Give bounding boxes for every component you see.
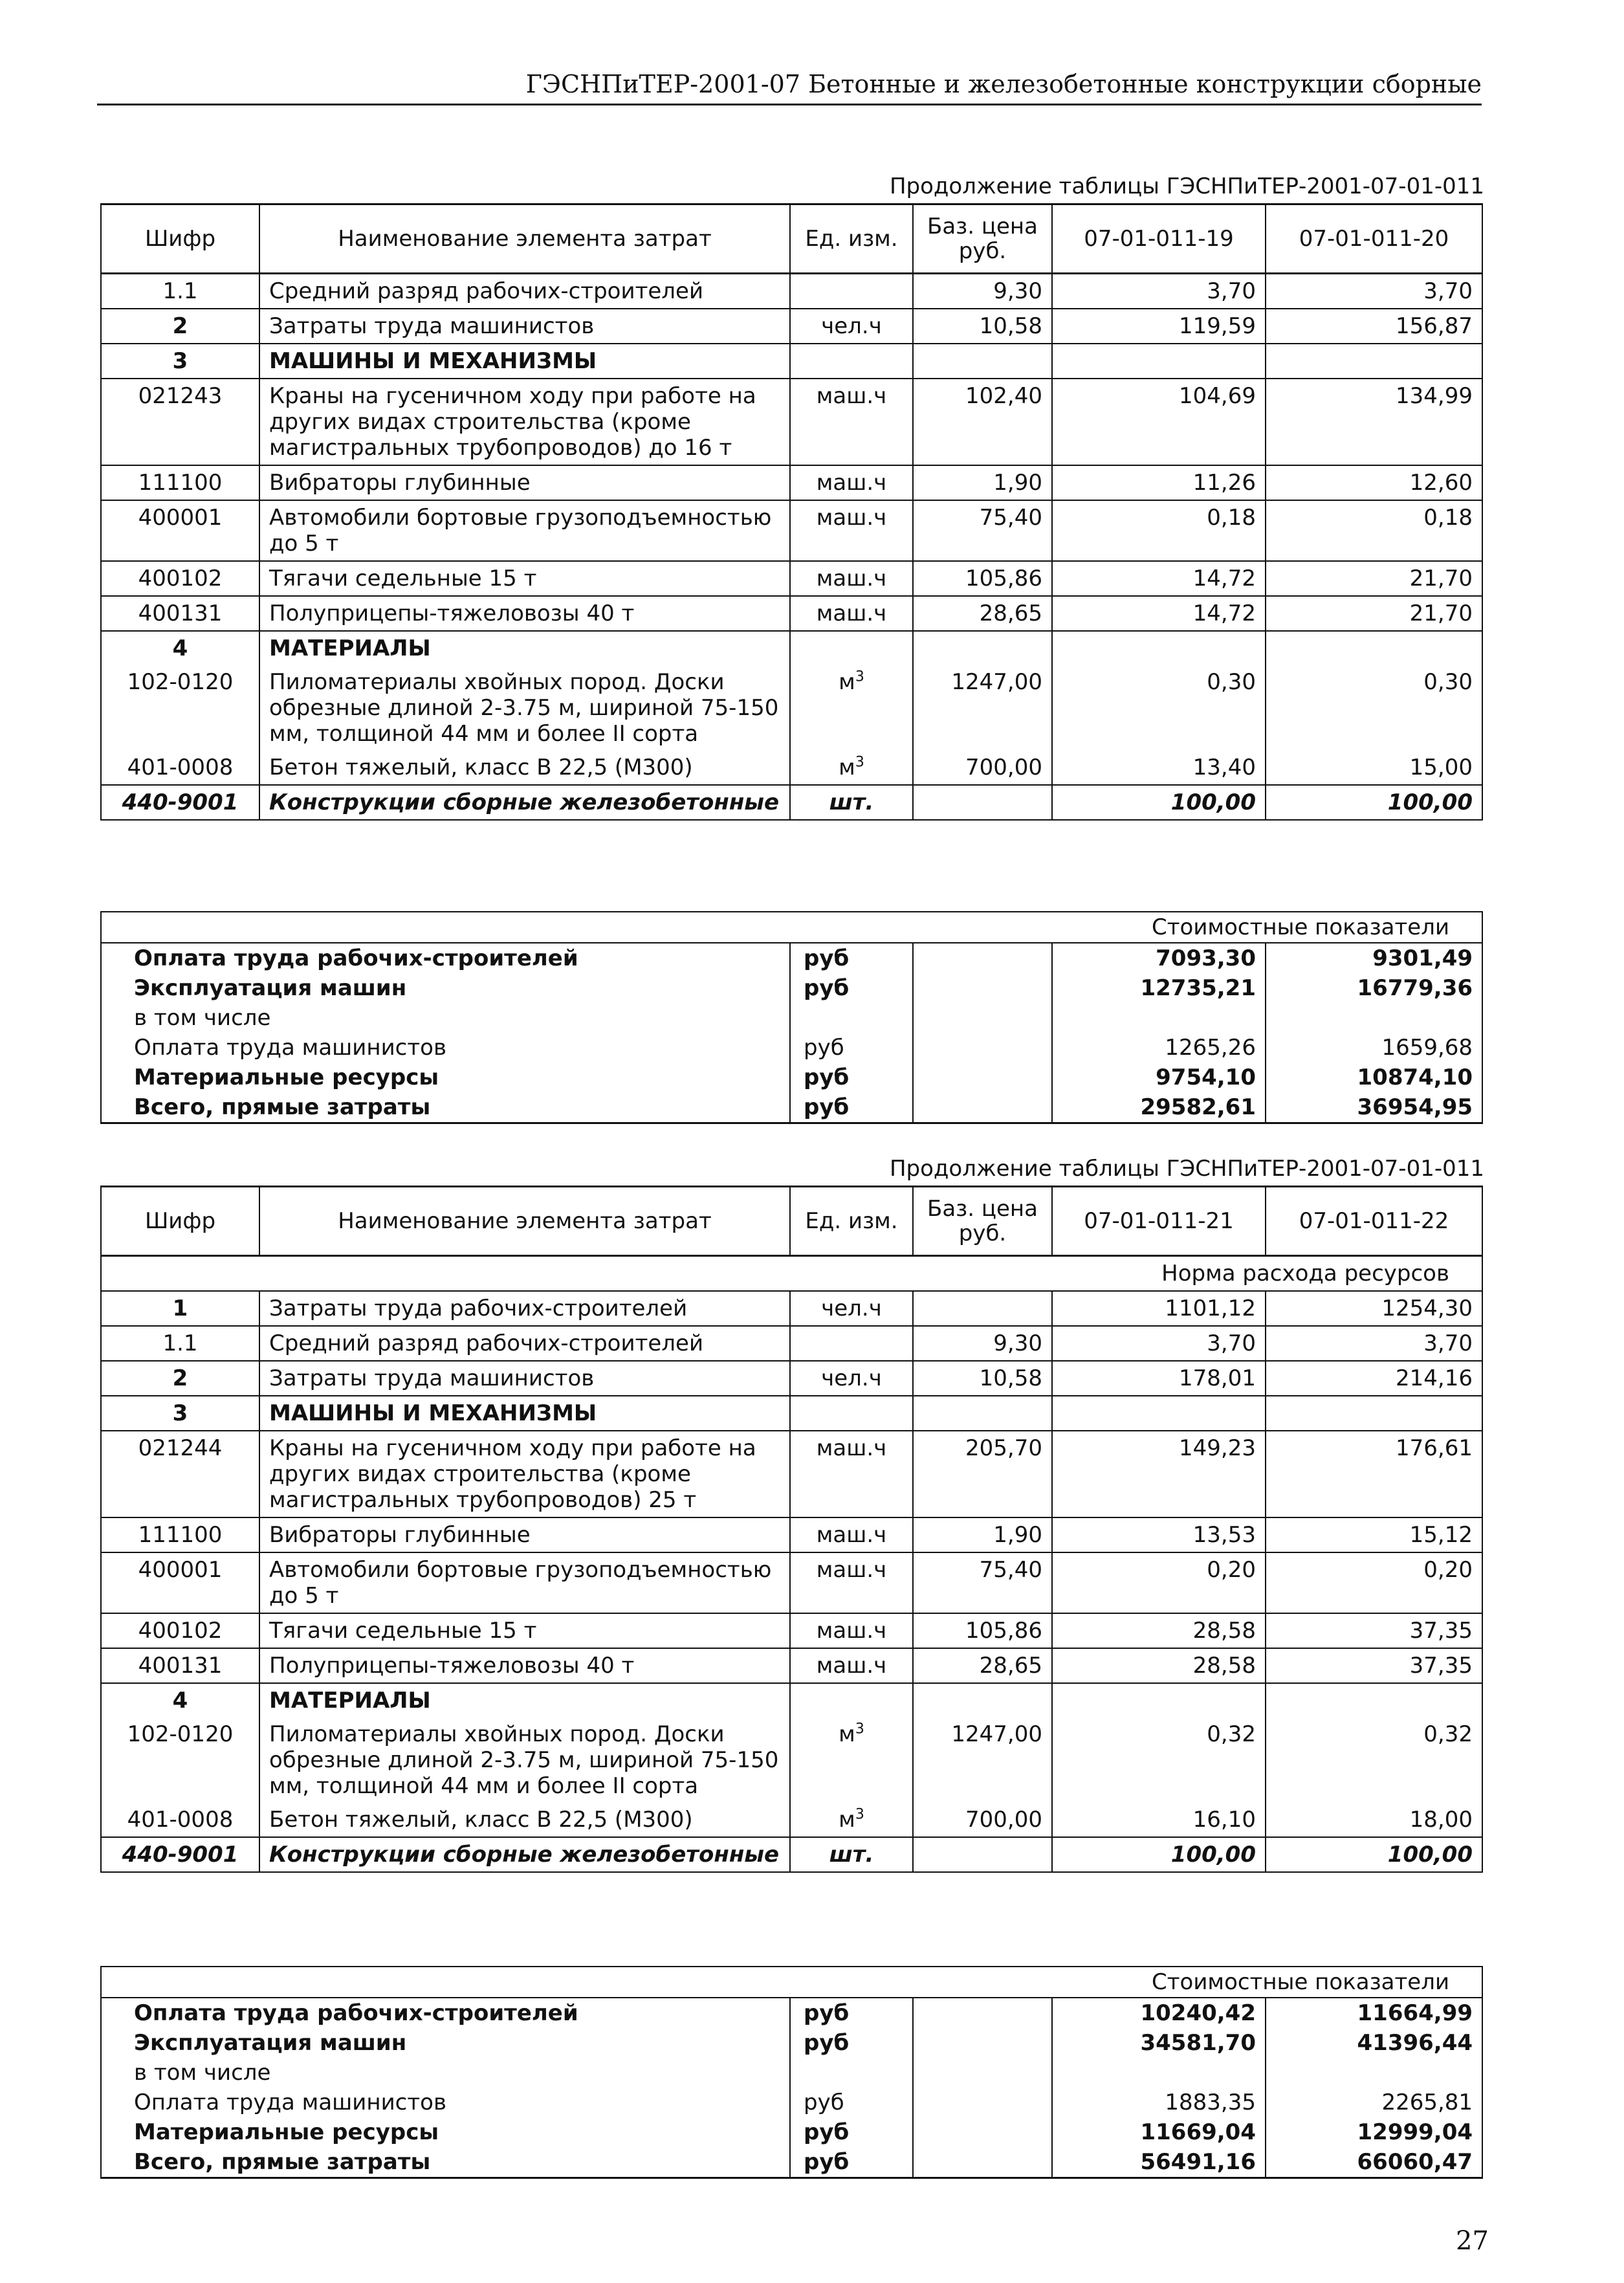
row-price: 28,65 bbox=[913, 1648, 1052, 1683]
table-row bbox=[101, 561, 1482, 596]
row-value-b: 0,30 bbox=[1266, 665, 1482, 751]
row-value-b: 18,00 bbox=[1266, 1803, 1482, 1837]
cost-row bbox=[101, 1033, 1482, 1063]
table-row bbox=[101, 274, 1482, 309]
unit-text: м bbox=[839, 1721, 855, 1747]
cost-price-empty bbox=[913, 2028, 1052, 2058]
row-price: 10,58 bbox=[913, 309, 1052, 344]
col-a-header: 07-01-011-19 bbox=[1052, 204, 1266, 274]
row-value-b bbox=[1266, 1396, 1482, 1431]
cost-label: Всего, прямые затраты bbox=[101, 1092, 790, 1123]
row-value-a bbox=[1052, 344, 1266, 379]
cost-value-b: 9301,49 bbox=[1266, 943, 1482, 973]
col-code-header: Шифр bbox=[101, 1187, 259, 1256]
cost-value-b bbox=[1266, 2058, 1482, 2088]
row-value-a: 14,72 bbox=[1052, 596, 1266, 631]
row-price bbox=[913, 785, 1052, 820]
row-name: Краны на гусеничном ходу при работе на других видах строительства (кроме магистральных трубопроводов) 25 т bbox=[259, 1431, 790, 1517]
cost-label: Всего, прямые затраты bbox=[101, 2147, 790, 2178]
cost-row bbox=[101, 2058, 1482, 2088]
cost-unit bbox=[790, 1003, 913, 1033]
row-value-a: 3,70 bbox=[1052, 274, 1266, 309]
row-price: 1,90 bbox=[913, 465, 1052, 500]
row-value-b bbox=[1266, 631, 1482, 665]
cost-label: Эксплуатация машин bbox=[101, 2028, 790, 2058]
row-value-b: 21,70 bbox=[1266, 561, 1482, 596]
cost-unit: руб bbox=[790, 1998, 913, 2028]
table-row bbox=[101, 309, 1482, 344]
row-unit: чел.ч bbox=[790, 1361, 913, 1396]
row-code: 440-9001 bbox=[101, 785, 259, 820]
row-value-b: 100,00 bbox=[1266, 785, 1482, 820]
cost-unit: руб bbox=[790, 973, 913, 1003]
table-row bbox=[101, 1648, 1482, 1683]
row-unit bbox=[790, 665, 913, 751]
row-name: МАТЕРИАЛЫ bbox=[259, 1683, 790, 1717]
cost-price-empty bbox=[913, 943, 1052, 973]
row-unit: маш.ч bbox=[790, 465, 913, 500]
table-row bbox=[101, 1683, 1482, 1717]
row-unit bbox=[790, 751, 913, 785]
unit-superscript: 3 bbox=[855, 754, 864, 771]
cost-value-a: 11669,04 bbox=[1052, 2117, 1266, 2147]
table-row bbox=[101, 1837, 1482, 1872]
table-row bbox=[101, 751, 1482, 785]
table-row bbox=[101, 379, 1482, 465]
row-name: МАТЕРИАЛЫ bbox=[259, 631, 790, 665]
row-code: 400102 bbox=[101, 561, 259, 596]
cost-value-a: 29582,61 bbox=[1052, 1092, 1266, 1123]
col-unit-header: Ед. изм. bbox=[790, 204, 913, 274]
table-row bbox=[101, 785, 1482, 820]
table-row bbox=[101, 665, 1482, 751]
cost-value-b: 2265,81 bbox=[1266, 2088, 1482, 2117]
cost-value-b bbox=[1266, 1003, 1482, 1033]
row-value-a: 178,01 bbox=[1052, 1361, 1266, 1396]
row-unit: маш.ч bbox=[790, 596, 913, 631]
row-code: 102-0120 bbox=[101, 1717, 259, 1803]
cost-price-empty bbox=[913, 1003, 1052, 1033]
cost-price-empty bbox=[913, 2117, 1052, 2147]
unit-superscript: 3 bbox=[855, 668, 864, 685]
table-row bbox=[101, 631, 1482, 665]
cost-value-b: 16779,36 bbox=[1266, 973, 1482, 1003]
cost-price-empty bbox=[913, 2058, 1052, 2088]
row-unit: маш.ч bbox=[790, 500, 913, 561]
cost-value-a bbox=[1052, 1003, 1266, 1033]
cost-label: Оплата труда рабочих-строителей bbox=[101, 943, 790, 973]
row-code: 401-0008 bbox=[101, 751, 259, 785]
row-value-b: 1254,30 bbox=[1266, 1291, 1482, 1326]
row-code: 2 bbox=[101, 1361, 259, 1396]
row-unit: маш.ч bbox=[790, 1648, 913, 1683]
row-price bbox=[913, 1837, 1052, 1872]
table-row bbox=[101, 596, 1482, 631]
table2-norm-row bbox=[101, 1256, 1482, 1292]
col-unit-header: Ед. изм. bbox=[790, 1187, 913, 1256]
row-name: Полуприцепы-тяжеловозы 40 т bbox=[259, 596, 790, 631]
table-row bbox=[101, 344, 1482, 379]
cost-value-b: 10874,10 bbox=[1266, 1063, 1482, 1092]
row-name: Средний разряд рабочих-строителей bbox=[259, 1326, 790, 1361]
unit-text: м bbox=[839, 755, 855, 780]
row-value-a: 0,20 bbox=[1052, 1552, 1266, 1613]
row-code: 021244 bbox=[101, 1431, 259, 1517]
row-value-b: 214,16 bbox=[1266, 1361, 1482, 1396]
col-price-header: Баз. цена руб. bbox=[913, 1187, 1052, 1256]
table-row bbox=[101, 500, 1482, 561]
table1-body bbox=[101, 204, 1482, 821]
cost-unit: руб bbox=[790, 2028, 913, 2058]
row-value-a: 149,23 bbox=[1052, 1431, 1266, 1517]
cost-row bbox=[101, 1003, 1482, 1033]
row-code: 4 bbox=[101, 631, 259, 665]
row-code: 102-0120 bbox=[101, 665, 259, 751]
row-code: 3 bbox=[101, 1396, 259, 1431]
row-price: 205,70 bbox=[913, 1431, 1052, 1517]
row-value-b: 15,00 bbox=[1266, 751, 1482, 785]
row-value-a: 1101,12 bbox=[1052, 1291, 1266, 1326]
cost-price-empty bbox=[913, 2147, 1052, 2178]
row-name: Пиломатериалы хвойных пород. Доски обрезные длиной 2-3.75 м, шириной 75-150 мм, толщиной 44 мм и более II сорта bbox=[259, 665, 790, 751]
row-name: Автомобили бортовые грузоподъемностью до 5 т bbox=[259, 1552, 790, 1613]
row-price: 9,30 bbox=[913, 1326, 1052, 1361]
row-value-a: 3,70 bbox=[1052, 1326, 1266, 1361]
row-price: 1,90 bbox=[913, 1517, 1052, 1552]
row-name: Краны на гусеничном ходу при работе на других видах строительства (кроме магистральных трубопроводов) до 16 т bbox=[259, 379, 790, 465]
row-value-b: 3,70 bbox=[1266, 1326, 1482, 1361]
table2-cost-title: Стоимостные показатели bbox=[101, 1967, 1482, 1998]
cost-row bbox=[101, 2117, 1482, 2147]
row-name: Затраты труда машинистов bbox=[259, 1361, 790, 1396]
row-price: 105,86 bbox=[913, 1613, 1052, 1648]
row-name: Вибраторы глубинные bbox=[259, 1517, 790, 1552]
row-value-a bbox=[1052, 631, 1266, 665]
row-code: 111100 bbox=[101, 465, 259, 500]
row-price: 1247,00 bbox=[913, 665, 1052, 751]
cost-label: в том числе bbox=[101, 2058, 790, 2088]
table2-costs bbox=[100, 1966, 1483, 2179]
row-price: 700,00 bbox=[913, 751, 1052, 785]
table1-caption: Продолжение таблицы ГЭСНПиТЕР-2001-07-01-011 bbox=[889, 173, 1484, 199]
row-unit bbox=[790, 631, 913, 665]
cost-value-b: 41396,44 bbox=[1266, 2028, 1482, 2058]
row-value-a bbox=[1052, 1396, 1266, 1431]
cost-row bbox=[101, 1998, 1482, 2028]
row-unit bbox=[790, 1803, 913, 1837]
row-code: 3 bbox=[101, 344, 259, 379]
row-name: Затраты труда рабочих-строителей bbox=[259, 1291, 790, 1326]
row-value-a: 0,32 bbox=[1052, 1717, 1266, 1803]
row-unit: маш.ч bbox=[790, 561, 913, 596]
table2-body bbox=[101, 1187, 1482, 1873]
row-code: 400102 bbox=[101, 1613, 259, 1648]
table-row bbox=[101, 1613, 1482, 1648]
row-unit bbox=[790, 274, 913, 309]
cost-label: Оплата труда рабочих-строителей bbox=[101, 1998, 790, 2028]
cost-value-a: 9754,10 bbox=[1052, 1063, 1266, 1092]
cost-value-b: 36954,95 bbox=[1266, 1092, 1482, 1123]
row-value-a: 100,00 bbox=[1052, 1837, 1266, 1872]
table-row bbox=[101, 1517, 1482, 1552]
cost-value-a: 1265,26 bbox=[1052, 1033, 1266, 1063]
row-value-b: 12,60 bbox=[1266, 465, 1482, 500]
table2-norm-title: Норма расхода ресурсов bbox=[101, 1256, 1482, 1292]
page-header: ГЭСНПиТЕР-2001-07 Бетонные и железобетонные конструкции сборные bbox=[97, 70, 1482, 105]
col-code-header: Шифр bbox=[101, 204, 259, 274]
table1-spec bbox=[100, 203, 1483, 821]
row-value-a: 13,53 bbox=[1052, 1517, 1266, 1552]
table2-spec bbox=[100, 1186, 1483, 1873]
cost-price-empty bbox=[913, 1063, 1052, 1092]
cost-row bbox=[101, 2088, 1482, 2117]
row-value-b: 3,70 bbox=[1266, 274, 1482, 309]
cost-row bbox=[101, 2028, 1482, 2058]
table-row bbox=[101, 1326, 1482, 1361]
row-price: 102,40 bbox=[913, 379, 1052, 465]
cost-value-b: 66060,47 bbox=[1266, 2147, 1482, 2178]
cost-value-a: 56491,16 bbox=[1052, 2147, 1266, 2178]
row-price bbox=[913, 344, 1052, 379]
table1-costs bbox=[100, 911, 1483, 1124]
row-value-a: 104,69 bbox=[1052, 379, 1266, 465]
unit-text: м bbox=[839, 669, 855, 695]
row-value-b bbox=[1266, 1683, 1482, 1717]
row-price bbox=[913, 1396, 1052, 1431]
row-price: 9,30 bbox=[913, 274, 1052, 309]
row-value-b: 156,87 bbox=[1266, 309, 1482, 344]
cost-unit: руб bbox=[790, 2088, 913, 2117]
row-unit bbox=[790, 1396, 913, 1431]
cost-label: Оплата труда машинистов bbox=[101, 1033, 790, 1063]
table1-cost-title-row bbox=[101, 912, 1482, 943]
row-code: 401-0008 bbox=[101, 1803, 259, 1837]
row-unit: маш.ч bbox=[790, 1517, 913, 1552]
row-unit: маш.ч bbox=[790, 1552, 913, 1613]
row-code: 2 bbox=[101, 309, 259, 344]
row-value-a bbox=[1052, 1683, 1266, 1717]
cost-row bbox=[101, 1063, 1482, 1092]
col-name-header: Наименование элемента затрат bbox=[259, 204, 790, 274]
table-row bbox=[101, 1552, 1482, 1613]
cost-row bbox=[101, 943, 1482, 973]
cost-unit: руб bbox=[790, 943, 913, 973]
cost-unit: руб bbox=[790, 2117, 913, 2147]
row-code: 400001 bbox=[101, 1552, 259, 1613]
col-b-header: 07-01-011-22 bbox=[1266, 1187, 1482, 1256]
row-code: 1.1 bbox=[101, 274, 259, 309]
row-name: Тягачи седельные 15 т bbox=[259, 1613, 790, 1648]
row-value-a: 16,10 bbox=[1052, 1803, 1266, 1837]
row-value-a: 0,18 bbox=[1052, 500, 1266, 561]
cost-value-a: 34581,70 bbox=[1052, 2028, 1266, 2058]
row-value-b: 0,32 bbox=[1266, 1717, 1482, 1803]
col-b-header: 07-01-011-20 bbox=[1266, 204, 1482, 274]
row-name: Конструкции сборные железобетонные bbox=[259, 1837, 790, 1872]
row-price: 10,58 bbox=[913, 1361, 1052, 1396]
row-value-b: 37,35 bbox=[1266, 1613, 1482, 1648]
row-price: 105,86 bbox=[913, 561, 1052, 596]
cost-price-empty bbox=[913, 973, 1052, 1003]
row-code: 440-9001 bbox=[101, 1837, 259, 1872]
cost-label: Эксплуатация машин bbox=[101, 973, 790, 1003]
cost-label: Материальные ресурсы bbox=[101, 2117, 790, 2147]
row-price bbox=[913, 1291, 1052, 1326]
row-unit: шт. bbox=[790, 1837, 913, 1872]
row-code: 111100 bbox=[101, 1517, 259, 1552]
cost-value-a: 12735,21 bbox=[1052, 973, 1266, 1003]
cost-row bbox=[101, 973, 1482, 1003]
table-row bbox=[101, 1361, 1482, 1396]
row-price: 75,40 bbox=[913, 500, 1052, 561]
row-value-b bbox=[1266, 344, 1482, 379]
row-name: Средний разряд рабочих-строителей bbox=[259, 274, 790, 309]
row-code: 400131 bbox=[101, 1648, 259, 1683]
table2-caption: Продолжение таблицы ГЭСНПиТЕР-2001-07-01-011 bbox=[889, 1156, 1484, 1182]
row-value-a: 14,72 bbox=[1052, 561, 1266, 596]
row-value-b: 15,12 bbox=[1266, 1517, 1482, 1552]
row-value-b: 0,20 bbox=[1266, 1552, 1482, 1613]
cost-value-a: 10240,42 bbox=[1052, 1998, 1266, 2028]
row-value-a: 13,40 bbox=[1052, 751, 1266, 785]
table2-header-row bbox=[101, 1187, 1482, 1256]
row-unit bbox=[790, 1683, 913, 1717]
row-name: Полуприцепы-тяжеловозы 40 т bbox=[259, 1648, 790, 1683]
row-unit bbox=[790, 1326, 913, 1361]
row-price: 700,00 bbox=[913, 1803, 1052, 1837]
row-value-b: 0,18 bbox=[1266, 500, 1482, 561]
row-unit: маш.ч bbox=[790, 1613, 913, 1648]
row-price: 1247,00 bbox=[913, 1717, 1052, 1803]
cost-unit: руб bbox=[790, 1063, 913, 1092]
row-name: Тягачи седельные 15 т bbox=[259, 561, 790, 596]
col-price-header: Баз. цена руб. bbox=[913, 204, 1052, 274]
row-code: 400131 bbox=[101, 596, 259, 631]
col-a-header: 07-01-011-21 bbox=[1052, 1187, 1266, 1256]
unit-superscript: 3 bbox=[855, 1806, 864, 1823]
table-row bbox=[101, 1291, 1482, 1326]
row-unit: шт. bbox=[790, 785, 913, 820]
row-price: 75,40 bbox=[913, 1552, 1052, 1613]
row-value-a: 28,58 bbox=[1052, 1613, 1266, 1648]
row-unit bbox=[790, 1717, 913, 1803]
row-code: 021243 bbox=[101, 379, 259, 465]
row-price: 28,65 bbox=[913, 596, 1052, 631]
row-value-b: 176,61 bbox=[1266, 1431, 1482, 1517]
cost-unit bbox=[790, 2058, 913, 2088]
unit-superscript: 3 bbox=[855, 1721, 864, 1737]
row-code: 1.1 bbox=[101, 1326, 259, 1361]
cost-row bbox=[101, 2147, 1482, 2178]
row-price bbox=[913, 1683, 1052, 1717]
cost-value-b: 1659,68 bbox=[1266, 1033, 1482, 1063]
row-code: 1 bbox=[101, 1291, 259, 1326]
row-value-b: 100,00 bbox=[1266, 1837, 1482, 1872]
row-name: МАШИНЫ И МЕХАНИЗМЫ bbox=[259, 1396, 790, 1431]
cost-row bbox=[101, 1092, 1482, 1123]
col-name-header: Наименование элемента затрат bbox=[259, 1187, 790, 1256]
row-value-b: 37,35 bbox=[1266, 1648, 1482, 1683]
row-code: 400001 bbox=[101, 500, 259, 561]
cost-label: Материальные ресурсы bbox=[101, 1063, 790, 1092]
cost-value-a bbox=[1052, 2058, 1266, 2088]
cost-price-empty bbox=[913, 1092, 1052, 1123]
row-value-a: 11,26 bbox=[1052, 465, 1266, 500]
row-name: Затраты труда машинистов bbox=[259, 309, 790, 344]
cost-unit: руб bbox=[790, 2147, 913, 2178]
cost-unit: руб bbox=[790, 1092, 913, 1123]
row-unit: маш.ч bbox=[790, 1431, 913, 1517]
cost-value-b: 11664,99 bbox=[1266, 1998, 1482, 2028]
row-unit: чел.ч bbox=[790, 309, 913, 344]
cost-unit: руб bbox=[790, 1033, 913, 1063]
row-code: 4 bbox=[101, 1683, 259, 1717]
row-unit: чел.ч bbox=[790, 1291, 913, 1326]
cost-price-empty bbox=[913, 2088, 1052, 2117]
row-name: Конструкции сборные железобетонные bbox=[259, 785, 790, 820]
row-value-b: 134,99 bbox=[1266, 379, 1482, 465]
table-row bbox=[101, 1396, 1482, 1431]
table-row bbox=[101, 1431, 1482, 1517]
page-number: 27 bbox=[1456, 2226, 1489, 2256]
table2-cost-body bbox=[101, 1967, 1482, 2178]
row-value-a: 28,58 bbox=[1052, 1648, 1266, 1683]
row-name: Вибраторы глубинные bbox=[259, 465, 790, 500]
table2-cost-title-row bbox=[101, 1967, 1482, 1998]
row-value-a: 0,30 bbox=[1052, 665, 1266, 751]
cost-price-empty bbox=[913, 1998, 1052, 2028]
cost-value-b: 12999,04 bbox=[1266, 2117, 1482, 2147]
table1-cost-title: Стоимостные показатели bbox=[101, 912, 1482, 943]
cost-label: Оплата труда машинистов bbox=[101, 2088, 790, 2117]
table-row bbox=[101, 465, 1482, 500]
row-unit: маш.ч bbox=[790, 379, 913, 465]
row-name: Автомобили бортовые грузоподъемностью до 5 т bbox=[259, 500, 790, 561]
row-unit bbox=[790, 344, 913, 379]
row-price bbox=[913, 631, 1052, 665]
table1-cost-body bbox=[101, 912, 1482, 1123]
row-value-b: 21,70 bbox=[1266, 596, 1482, 631]
cost-price-empty bbox=[913, 1033, 1052, 1063]
cost-value-a: 1883,35 bbox=[1052, 2088, 1266, 2117]
table-row bbox=[101, 1803, 1482, 1837]
cost-value-a: 7093,30 bbox=[1052, 943, 1266, 973]
cost-label: в том числе bbox=[101, 1003, 790, 1033]
row-name: Пиломатериалы хвойных пород. Доски обрезные длиной 2-3.75 м, шириной 75-150 мм, толщиной 44 мм и более II сорта bbox=[259, 1717, 790, 1803]
row-name: МАШИНЫ И МЕХАНИЗМЫ bbox=[259, 344, 790, 379]
table1-header-row bbox=[101, 204, 1482, 274]
row-name: Бетон тяжелый, класс В 22,5 (М300) bbox=[259, 1803, 790, 1837]
row-value-a: 119,59 bbox=[1052, 309, 1266, 344]
row-name: Бетон тяжелый, класс В 22,5 (М300) bbox=[259, 751, 790, 785]
row-value-a: 100,00 bbox=[1052, 785, 1266, 820]
table-row bbox=[101, 1717, 1482, 1803]
unit-text: м bbox=[839, 1807, 855, 1833]
